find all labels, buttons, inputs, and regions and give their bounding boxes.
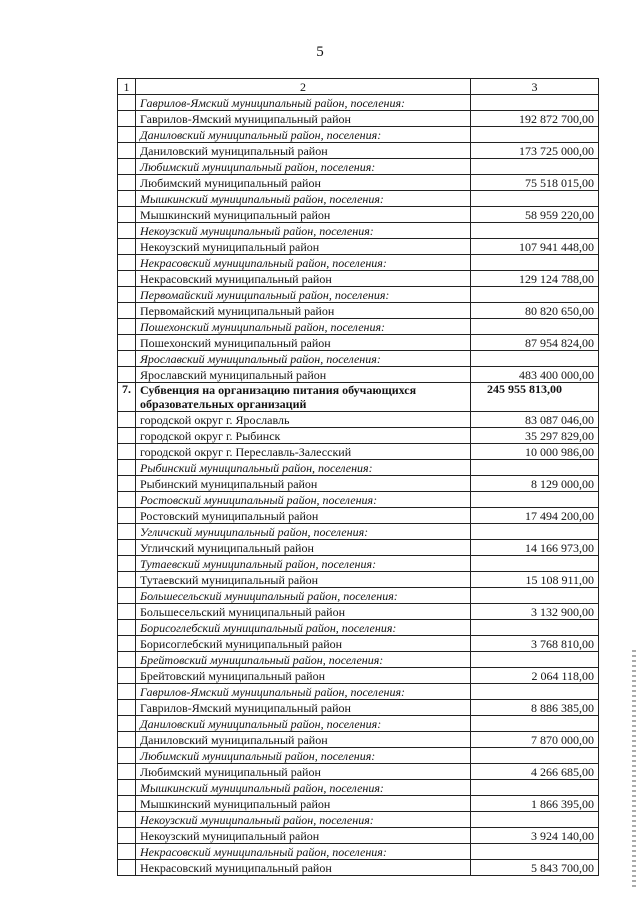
table-row: [118, 111, 599, 127]
table-row: [118, 796, 599, 812]
subheader-row: [118, 524, 599, 540]
row-name-cell: Пошехонский муниципальный район, поселения:: [136, 319, 471, 335]
row-name-cell: Некоузский муниципальный район: [136, 239, 471, 255]
row-amount-cell: [471, 492, 599, 508]
row-amount-cell: [471, 287, 599, 303]
row-name-cell: Тутаевский муниципальный район: [136, 572, 471, 588]
row-number-cell: [118, 428, 136, 444]
row-name-cell: Любимский муниципальный район, поселения:: [136, 159, 471, 175]
row-number-cell: [118, 844, 136, 860]
row-number-cell: [118, 159, 136, 175]
budget-table: [117, 78, 599, 876]
row-name-cell: Рыбинский муниципальный район, поселения:: [136, 460, 471, 476]
row-name-cell: Мышкинский муниципальный район: [136, 207, 471, 223]
row-number-cell: [118, 700, 136, 716]
row-number-cell: [118, 111, 136, 127]
subheader-row: [118, 620, 599, 636]
subheader-row: [118, 460, 599, 476]
row-amount-cell: 10 000 986,00: [471, 444, 599, 460]
row-number-cell: [118, 255, 136, 271]
row-name-cell: Даниловский муниципальный район: [136, 732, 471, 748]
row-number-cell: [118, 239, 136, 255]
row-number-cell: [118, 335, 136, 351]
subheader-row: [118, 716, 599, 732]
row-number-cell: [118, 716, 136, 732]
subheader-row: [118, 191, 599, 207]
row-number-cell: [118, 780, 136, 796]
row-name-cell: Гаврилов-Ямский муниципальный район: [136, 111, 471, 127]
row-name-cell: Мышкинский муниципальный район, поселения:: [136, 191, 471, 207]
row-amount-cell: 483 400 000,00: [471, 367, 599, 383]
row-amount-cell: [471, 159, 599, 175]
row-number-cell: [118, 127, 136, 143]
row-number-cell: [118, 732, 136, 748]
row-name-cell: Гаврилов-Ямский муниципальный район, поселения:: [136, 684, 471, 700]
row-name-cell: Любимский муниципальный район, поселения:: [136, 748, 471, 764]
row-amount-cell: [471, 620, 599, 636]
row-name-cell: городской округ г. Ярославль: [136, 412, 471, 428]
table-row: [118, 508, 599, 524]
header-col-2: 2: [136, 79, 471, 95]
row-amount-cell: 129 124 788,00: [471, 271, 599, 287]
row-amount-cell: 8 129 000,00: [471, 476, 599, 492]
row-amount-cell: [471, 460, 599, 476]
row-amount-cell: 3 132 900,00: [471, 604, 599, 620]
row-number-cell: [118, 143, 136, 159]
row-amount-cell: [471, 524, 599, 540]
row-name-cell: Мышкинский муниципальный район: [136, 796, 471, 812]
section-row: [118, 383, 599, 412]
table-row: [118, 335, 599, 351]
row-name-cell: Любимский муниципальный район: [136, 175, 471, 191]
row-number-cell: [118, 319, 136, 335]
row-number-cell: [118, 604, 136, 620]
row-amount-cell: 15 108 911,00: [471, 572, 599, 588]
row-name-cell: Брейтовский муниципальный район, поселения:: [136, 652, 471, 668]
row-amount-cell: [471, 223, 599, 239]
row-name-cell: Угличский муниципальный район, поселения:: [136, 524, 471, 540]
row-number-cell: [118, 223, 136, 239]
row-number-cell: 7.: [118, 383, 136, 412]
row-amount-cell: 80 820 650,00: [471, 303, 599, 319]
subheader-row: [118, 159, 599, 175]
row-name-cell: Ярославский муниципальный район: [136, 367, 471, 383]
table-row: [118, 303, 599, 319]
row-amount-cell: 75 518 015,00: [471, 175, 599, 191]
scan-edge-mark: [632, 650, 636, 890]
row-amount-cell: 87 954 824,00: [471, 335, 599, 351]
row-amount-cell: 83 087 046,00: [471, 412, 599, 428]
row-name-cell: городской округ г. Переславль-Залесский: [136, 444, 471, 460]
row-number-cell: [118, 175, 136, 191]
row-number-cell: [118, 95, 136, 111]
row-amount-cell: [471, 588, 599, 604]
table-row: [118, 476, 599, 492]
table-row: [118, 367, 599, 383]
subheader-row: [118, 255, 599, 271]
row-name-cell: Первомайский муниципальный район, поселения:: [136, 287, 471, 303]
row-name-cell: Даниловский муниципальный район, поселения:: [136, 716, 471, 732]
header-col-1: 1: [118, 79, 136, 95]
table-row: [118, 428, 599, 444]
header-col-3: 3: [471, 79, 599, 95]
subheader-row: [118, 652, 599, 668]
subheader-row: [118, 127, 599, 143]
row-name-cell: городской округ г. Рыбинск: [136, 428, 471, 444]
row-amount-cell: 1 866 395,00: [471, 796, 599, 812]
row-number-cell: [118, 636, 136, 652]
row-amount-cell: [471, 127, 599, 143]
subheader-row: [118, 287, 599, 303]
row-name-cell: Некоузский муниципальный район, поселения:: [136, 812, 471, 828]
row-name-cell: Большесельский муниципальный район: [136, 604, 471, 620]
row-amount-cell: [471, 319, 599, 335]
row-name-cell: Борисоглебский муниципальный район: [136, 636, 471, 652]
row-number-cell: [118, 444, 136, 460]
row-name-cell: Большесельский муниципальный район, поселения:: [136, 588, 471, 604]
row-number-cell: [118, 572, 136, 588]
row-name-cell: Гаврилов-Ямский муниципальный район, поселения:: [136, 95, 471, 111]
row-amount-cell: 7 870 000,00: [471, 732, 599, 748]
row-amount-cell: 8 886 385,00: [471, 700, 599, 716]
row-number-cell: [118, 351, 136, 367]
row-number-cell: [118, 476, 136, 492]
row-name-cell: Некрасовский муниципальный район, поселения:: [136, 255, 471, 271]
row-amount-cell: [471, 255, 599, 271]
table-row: [118, 239, 599, 255]
row-name-cell: Пошехонский муниципальный район: [136, 335, 471, 351]
row-amount-cell: [471, 556, 599, 572]
row-amount-cell: 17 494 200,00: [471, 508, 599, 524]
subheader-row: [118, 844, 599, 860]
row-amount-cell: 173 725 000,00: [471, 143, 599, 159]
row-amount-cell: [471, 95, 599, 111]
subheader-row: [118, 780, 599, 796]
row-amount-cell: 3 768 810,00: [471, 636, 599, 652]
subheader-row: [118, 684, 599, 700]
row-name-cell: Рыбинский муниципальный район: [136, 476, 471, 492]
table-row: [118, 636, 599, 652]
row-amount-cell: 14 166 973,00: [471, 540, 599, 556]
row-name-cell: Ростовский муниципальный район: [136, 508, 471, 524]
row-number-cell: [118, 556, 136, 572]
table-row: [118, 764, 599, 780]
row-number-cell: [118, 796, 136, 812]
row-name-cell: Субвенция на организацию питания обучающихся образовательных организаций: [136, 383, 471, 412]
row-number-cell: [118, 412, 136, 428]
row-number-cell: [118, 303, 136, 319]
row-number-cell: [118, 748, 136, 764]
table-row: [118, 700, 599, 716]
row-amount-cell: [471, 351, 599, 367]
row-number-cell: [118, 860, 136, 876]
table-row: [118, 540, 599, 556]
table-row: [118, 412, 599, 428]
row-amount-cell: 35 297 829,00: [471, 428, 599, 444]
row-amount-cell: 4 266 685,00: [471, 764, 599, 780]
row-amount-cell: 2 064 118,00: [471, 668, 599, 684]
row-name-cell: Брейтовский муниципальный район: [136, 668, 471, 684]
row-amount-cell: [471, 652, 599, 668]
table-row: [118, 572, 599, 588]
page-number: 5: [316, 44, 324, 60]
row-amount-cell: 192 872 700,00: [471, 111, 599, 127]
row-number-cell: [118, 812, 136, 828]
row-amount-cell: [471, 780, 599, 796]
subheader-row: [118, 556, 599, 572]
row-number-cell: [118, 588, 136, 604]
row-name-cell: Некрасовский муниципальный район: [136, 271, 471, 287]
row-number-cell: [118, 828, 136, 844]
row-amount-cell: 107 941 448,00: [471, 239, 599, 255]
row-number-cell: [118, 620, 136, 636]
row-amount-cell: [471, 716, 599, 732]
table-row: [118, 143, 599, 159]
row-name-cell: Некрасовский муниципальный район, поселения:: [136, 844, 471, 860]
row-amount-cell: 5 843 700,00: [471, 860, 599, 876]
row-name-cell: Ростовский муниципальный район, поселения:: [136, 492, 471, 508]
row-amount-cell: 245 955 813,00: [471, 383, 599, 412]
row-amount-cell: [471, 748, 599, 764]
row-number-cell: [118, 271, 136, 287]
row-number-cell: [118, 492, 136, 508]
row-name-cell: Первомайский муниципальный район: [136, 303, 471, 319]
row-number-cell: [118, 764, 136, 780]
table-header-row: [118, 79, 599, 95]
row-name-cell: Даниловский муниципальный район, поселения:: [136, 127, 471, 143]
row-name-cell: Ярославский муниципальный район, поселения:: [136, 351, 471, 367]
table-row: [118, 444, 599, 460]
subheader-row: [118, 748, 599, 764]
row-number-cell: [118, 207, 136, 223]
row-name-cell: Угличский муниципальный район: [136, 540, 471, 556]
row-amount-cell: 58 959 220,00: [471, 207, 599, 223]
budget-table-body: [118, 79, 599, 876]
subheader-row: [118, 95, 599, 111]
subheader-row: [118, 351, 599, 367]
row-number-cell: [118, 460, 136, 476]
row-number-cell: [118, 668, 136, 684]
row-name-cell: Любимский муниципальный район: [136, 764, 471, 780]
row-number-cell: [118, 540, 136, 556]
row-amount-cell: [471, 191, 599, 207]
row-name-cell: Некоузский муниципальный район, поселения:: [136, 223, 471, 239]
table-row: [118, 828, 599, 844]
subheader-row: [118, 492, 599, 508]
table-row: [118, 271, 599, 287]
row-number-cell: [118, 684, 136, 700]
subheader-row: [118, 588, 599, 604]
subheader-row: [118, 319, 599, 335]
row-amount-cell: 3 924 140,00: [471, 828, 599, 844]
table-row: [118, 860, 599, 876]
row-amount-cell: [471, 812, 599, 828]
table-row: [118, 732, 599, 748]
row-number-cell: [118, 191, 136, 207]
subheader-row: [118, 812, 599, 828]
row-name-cell: Борисоглебский муниципальный район, поселения:: [136, 620, 471, 636]
row-name-cell: Даниловский муниципальный район: [136, 143, 471, 159]
table-row: [118, 668, 599, 684]
row-name-cell: Тутаевский муниципальный район, поселения:: [136, 556, 471, 572]
table-row: [118, 207, 599, 223]
row-number-cell: [118, 508, 136, 524]
table-row: [118, 604, 599, 620]
row-number-cell: [118, 367, 136, 383]
row-name-cell: Мышкинский муниципальный район, поселения:: [136, 780, 471, 796]
row-amount-cell: [471, 684, 599, 700]
row-name-cell: Некрасовский муниципальный район: [136, 860, 471, 876]
subheader-row: [118, 223, 599, 239]
row-number-cell: [118, 524, 136, 540]
table-row: [118, 175, 599, 191]
row-amount-cell: [471, 844, 599, 860]
row-name-cell: Гаврилов-Ямский муниципальный район: [136, 700, 471, 716]
row-name-cell: Некоузский муниципальный район: [136, 828, 471, 844]
row-number-cell: [118, 287, 136, 303]
row-number-cell: [118, 652, 136, 668]
